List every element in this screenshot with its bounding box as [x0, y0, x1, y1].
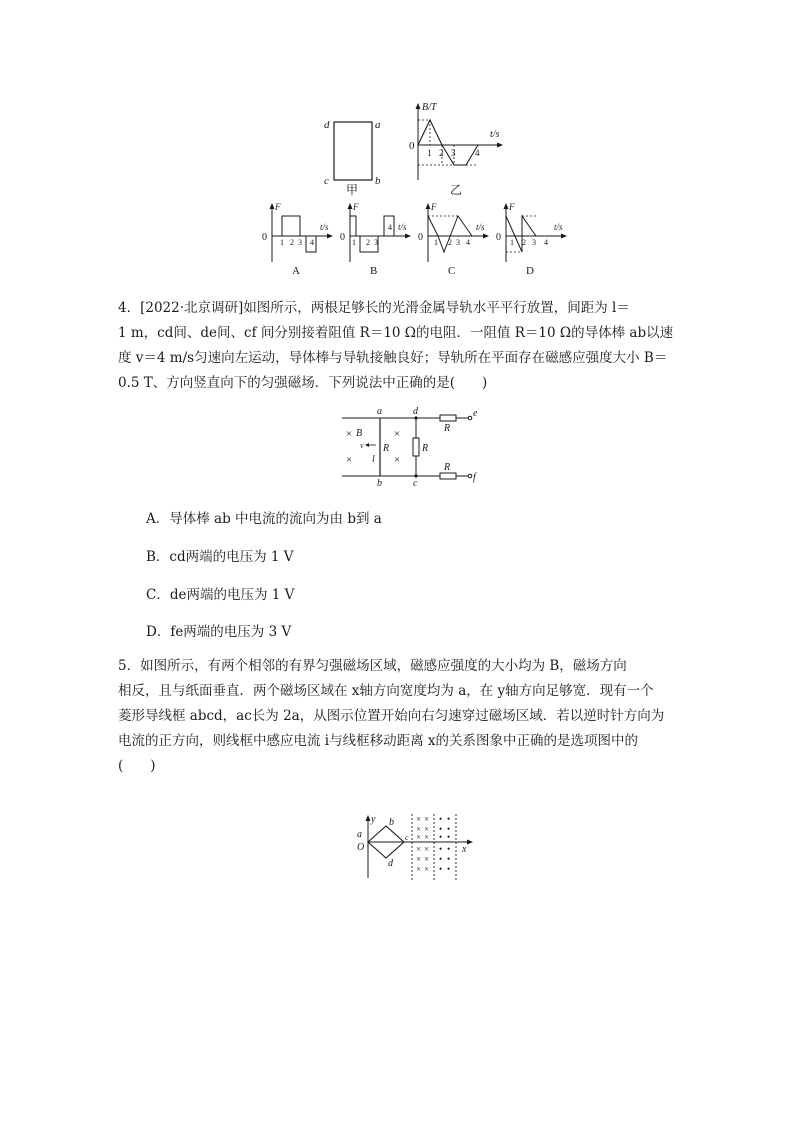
graph-a-tick-2: 2: [290, 238, 294, 247]
graph-b-tick-1: 1: [352, 238, 356, 247]
graph-b-tick-3: 3: [374, 238, 378, 247]
cross-mark: ×: [424, 832, 430, 842]
graph-c: [418, 202, 489, 277]
graph-c-tick-4: 4: [466, 238, 470, 247]
graph-a-tick-1: 1: [280, 238, 284, 247]
question-5-line: ( ): [118, 758, 156, 774]
question-4-stem: [118, 296, 678, 396]
resistor-label-cf: R: [444, 462, 451, 473]
graph-b-tick-2: 2: [366, 238, 370, 247]
graph-d-tick-4: 4: [544, 238, 548, 247]
graph-b-letter: B: [370, 265, 378, 277]
graph-d: [496, 202, 567, 277]
circuit-label-c: c: [413, 478, 418, 489]
graph-c-x-label: t/s: [476, 222, 485, 232]
graph-a-x-label: t/s: [320, 222, 329, 232]
graph-d-y-label: F: [509, 202, 515, 212]
dot-field-region: [439, 814, 450, 874]
circuit-figure: [336, 404, 496, 488]
graph-a-tick-3: 3: [298, 238, 302, 247]
resistor-label-de: R: [444, 423, 451, 434]
graph-d-tick-3: 3: [532, 238, 536, 247]
question-4-line: 4．[2022·北京调研]如图所示，两根足够长的光滑金属导轨水平平行放置，间距为 l＝: [118, 300, 630, 316]
axis-label-x: x: [462, 844, 467, 855]
length-label: l: [372, 454, 375, 465]
graph-c-origin: 0: [418, 232, 423, 243]
graph-c-tick-1: 1: [434, 238, 438, 247]
cross-mark: ×: [416, 854, 422, 864]
graph-c-tick-2: 2: [448, 238, 452, 247]
graph-a-y-label: F: [275, 202, 281, 212]
dot-mark: •: [447, 824, 451, 834]
resistor-label-cd: R: [422, 443, 429, 454]
dot-mark: •: [439, 864, 443, 874]
axis-label-t: t/s: [490, 129, 500, 140]
circuit-label-d: d: [413, 406, 418, 417]
caption-yi: 乙: [450, 183, 463, 197]
label-d: d: [324, 119, 330, 131]
cross-field-region: [416, 814, 429, 874]
option-c[interactable]: C．de两端的电压为 1 V: [146, 587, 295, 603]
graph-b-origin: 0: [340, 232, 345, 243]
graph-a-tick-4: 4: [310, 238, 314, 247]
rhombus-field-figure: [352, 812, 482, 882]
graph-d-tick-1: 1: [510, 238, 514, 247]
cross-mark: ×: [416, 864, 422, 874]
cross-mark: ×: [416, 824, 422, 834]
label-a: a: [375, 119, 381, 131]
origin-label: 0: [409, 140, 415, 152]
rhombus-label-c: c: [405, 833, 409, 842]
cross-mark: ×: [394, 454, 401, 466]
question-5-line: 电流的正方向，则线框中感应电流 i与线框移动距离 x的关系图象中正确的是选项图中的: [118, 733, 639, 749]
graph-b: [340, 202, 411, 277]
option-b[interactable]: B．cd两端的电压为 1 V: [146, 549, 294, 565]
label-b: b: [375, 175, 381, 187]
cross-mark: ×: [416, 832, 422, 842]
question-4-line: 0.5 T、方向竖直向下的匀强磁场．下列说法中正确的是( ): [118, 375, 488, 391]
figure-yi: [400, 100, 510, 200]
graph-d-tick-2: 2: [522, 238, 526, 247]
cross-mark: ×: [416, 844, 422, 854]
cross-mark: ×: [346, 428, 353, 440]
dot-mark: •: [447, 832, 451, 842]
rod-resistor-label: R: [383, 443, 390, 454]
graph-d-x-label: t/s: [554, 222, 563, 232]
graph-c-letter: C: [448, 265, 456, 277]
circuit-label-b: b: [377, 478, 382, 489]
graph-d-origin: 0: [496, 232, 501, 243]
origin-label-o: O: [357, 842, 365, 853]
circuit-label-e: e: [473, 408, 478, 419]
graph-a-origin: 0: [262, 232, 267, 243]
cross-mark: ×: [346, 454, 353, 466]
option-d[interactable]: D．fe两端的电压为 3 V: [146, 624, 292, 640]
question-4-line: 1 m，cd间、de间、cf 间分别接着阻值 R＝10 Ω的电阻．一阻值 R＝10 Ω的导体棒 ab以速: [118, 325, 674, 341]
cross-mark: ×: [424, 864, 430, 874]
question-5-line: 相反，且与纸面垂直．两个磁场区域在 x轴方向宽度均为 a，在 y轴方向足够宽．现有一个: [118, 683, 654, 699]
graph-b-y-label: F: [353, 202, 359, 212]
dot-mark: •: [439, 814, 443, 824]
rhombus-label-b: b: [389, 817, 394, 828]
graph-c-tick-3: 3: [456, 238, 460, 247]
tick-4: 4: [475, 148, 480, 158]
cross-mark: ×: [424, 844, 430, 854]
cross-mark: ×: [416, 814, 422, 824]
rhombus-label-a: a: [357, 829, 362, 840]
dot-mark: •: [447, 854, 451, 864]
axis-label-b: B/T: [422, 102, 437, 113]
graph-a: [262, 202, 333, 277]
tick-2: 2: [439, 148, 444, 158]
cross-mark: ×: [424, 854, 430, 864]
question-5-line: 菱形导线框 abcd，ac长为 2a，从图示位置开始向右匀速穿过磁场区域．若以逆时针方向为: [118, 708, 665, 724]
answer-graphs: [258, 200, 563, 280]
graph-b-tick-4: 4: [388, 223, 392, 232]
velocity-label: v: [360, 441, 364, 450]
dot-mark: •: [439, 854, 443, 864]
question-5-stem: [118, 654, 678, 779]
tick-1: 1: [427, 148, 432, 158]
label-c: c: [324, 175, 329, 187]
dot-mark: •: [447, 814, 451, 824]
tick-3: 3: [451, 148, 456, 158]
cross-mark: ×: [424, 824, 430, 834]
figure-jia: [318, 110, 388, 200]
caption-jia: 甲: [346, 183, 359, 197]
field-label-b: B: [356, 428, 363, 439]
cross-mark: ×: [394, 428, 401, 440]
axis-label-y: y: [371, 814, 376, 825]
option-a[interactable]: A．导体棒 ab 中电流的流向为由 b到 a: [146, 511, 382, 527]
dot-mark: •: [439, 844, 443, 854]
question-5-line: 5．如图所示，有两个相邻的有界匀强磁场区域，磁感应强度的大小均为 B，磁场方向: [118, 658, 627, 674]
dot-mark: •: [447, 844, 451, 854]
graph-a-letter: A: [292, 265, 300, 277]
question-4-line: 度 v＝4 m/s匀速向左运动，导体棒与导轨接触良好；导轨所在平面存在磁感应强度大小 B＝: [118, 350, 668, 366]
graph-d-letter: D: [526, 265, 534, 277]
rhombus-label-d: d: [388, 858, 393, 869]
dot-mark: •: [439, 832, 443, 842]
dot-mark: •: [439, 824, 443, 834]
cross-mark: ×: [424, 814, 430, 824]
graph-b-x-label: t/s: [398, 222, 407, 232]
circuit-label-f: f: [473, 472, 476, 483]
graph-c-y-label: F: [431, 202, 437, 212]
circuit-label-a: a: [377, 406, 382, 417]
dot-mark: •: [447, 864, 451, 874]
